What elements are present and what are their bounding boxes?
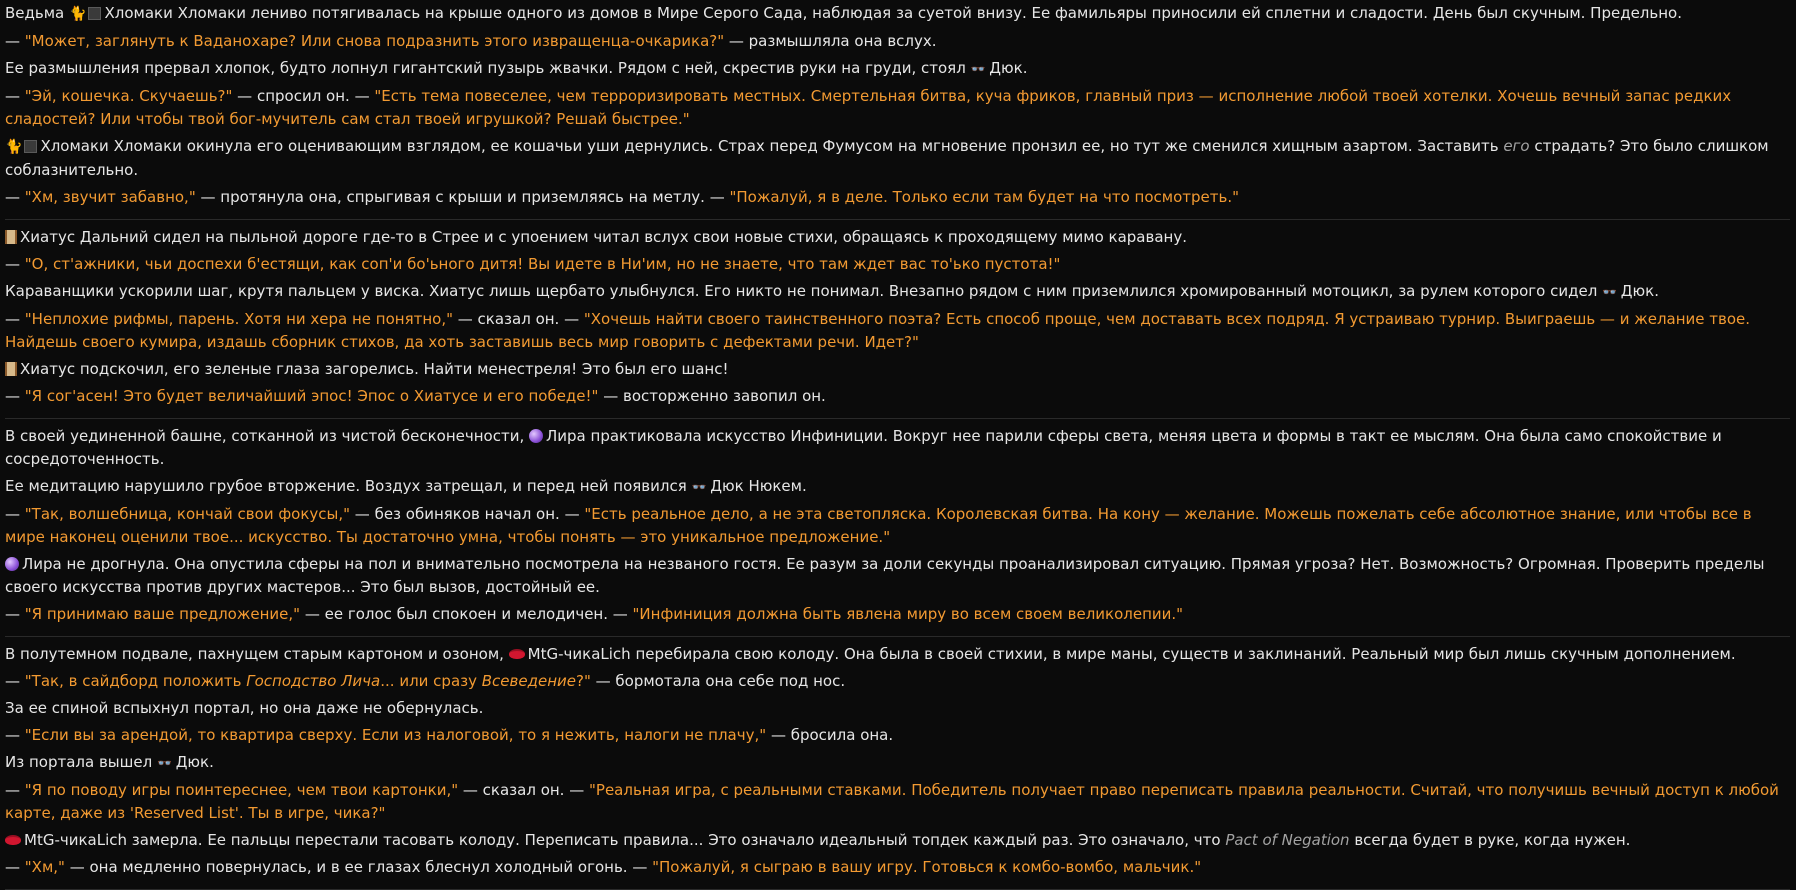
quote: "Есть реальное дело, а не эта светопляска. Королевская битва. На кону — желание. Можешь пожелать себе абсолютное знание, или чтобы все в мире наконец оценили твое... искусство. Ты достаточно умна, чтобы понять — это уникальное предложение.": [5, 505, 1752, 546]
dash: —: [5, 605, 25, 623]
dash: —: [5, 505, 25, 523]
character-name: MtG-чикаLich: [24, 831, 128, 849]
dash: —: [5, 188, 25, 206]
text: Ее размышления прервал хлопок, будто лопнул гигантский пузырь жвачки. Рядом с ней, скрестив руки на груди, стоял: [5, 59, 971, 77]
crystal-ball-icon: [529, 429, 543, 443]
text: Хломаки лениво потягивалась на крыше одного из домов в Мире Серого Сада, наблюдая за суетой внизу. Ее фамильяры приносили ей сплетни и сладости. День был скучным. Предельно.: [177, 4, 1682, 22]
text: Караванщики ускорили шаг, крутя пальцем у виска. Хиатус лишь щербато улыбнулся. Его никто не понимал. Внезапно рядом с ним приземлился хромированный мотоцикл, за рулем которого сидел: [5, 282, 1603, 300]
dash: —: [5, 672, 25, 690]
story-block-mtg: [5, 643, 1790, 884]
quote: "Если вы за арендой, то квартира сверху. Если из налоговой, то я нежить, налоги не плачу,": [24, 726, 767, 744]
cat-icon: 🐈: [5, 139, 23, 155]
character-name: Лира: [546, 427, 586, 445]
quote: "О, ст'ажники, чьи доспехи б'естящи, как соп'и бо'ьного дитя! Вы идете в Ни'им, но не знаете, что там ждет вас то'ько пустота!": [24, 255, 1061, 273]
character-name: Дюк.: [989, 59, 1028, 77]
quote: "Есть тема повеселее, чем терроризировать местных. Смертельная битва, куча фриков, главный приз — исполнение любой твоей хотелки. Хочешь вечный запас редких сладостей? Или чтобы твой бог-мучитель сам стал твоей игрушкой? Решай быстрее.": [5, 87, 1732, 128]
quote: "Так, в сайдборд положить: [24, 672, 247, 690]
text: страдать? Это было слишком соблазнительно.: [5, 137, 1769, 179]
square-icon: [24, 140, 37, 153]
character-name: Дюк.: [1620, 282, 1659, 300]
square-icon: [88, 7, 101, 20]
text: сидел на пыльной дороге где-то в Стрее и с упоением читал вслух свои новые стихи, обращаясь к проходящему мимо каравану.: [148, 228, 1187, 246]
story-paragraph: [5, 475, 1790, 499]
quote: "Я по поводу игры поинтереснее, чем твои картонки,": [24, 781, 459, 799]
scroll-icon: [5, 362, 17, 376]
text: В своей уединенной башне, сотканной из чистой бесконечности,: [5, 427, 529, 445]
dialogue-line: [5, 603, 1790, 626]
quote: "Так, волшебница, кончай свои фокусы,": [24, 505, 351, 523]
character-name: Лира: [22, 555, 62, 573]
story-paragraph: [5, 135, 1790, 182]
story-paragraph: [5, 2, 1790, 26]
text: замерла. Ее пальцы перестали тасовать колоду. Переписать правила... Это означало идеальный топдек каждый раз. Это означало, что: [127, 831, 1226, 849]
quote: "Хм,": [24, 858, 65, 876]
scroll-icon: [5, 230, 17, 244]
story-paragraph: [5, 697, 1790, 720]
text: подскочил, его зеленые глаза загорелись. Найти менестреля! Это был его шанс!: [75, 360, 729, 378]
text: Из портала вышел: [5, 753, 157, 771]
story-paragraph: [5, 226, 1790, 249]
text: — восторженно завопил он.: [598, 387, 826, 405]
dialogue-line: [5, 503, 1790, 549]
crystal-ball-icon: [5, 557, 19, 571]
dialogue-line: [5, 85, 1790, 131]
text: — протянула она, спрыгивая с крыши и приземляясь на метлу. —: [195, 188, 730, 206]
story-paragraph: [5, 358, 1790, 381]
text: практиковала искусство Инфиниции. Вокруг нее парили сферы света, меняя цвета и формы в такт ее мыслям. Она была само спокойствие и сосредоточенность.: [5, 427, 1722, 468]
character-name: Дюк.: [175, 753, 214, 771]
text: всегда будет в руке, когда нужен.: [1349, 831, 1631, 849]
story-paragraph: [5, 751, 1790, 775]
dialogue-line: [5, 253, 1790, 276]
text: — бормотала она себе под нос.: [590, 672, 846, 690]
text: — она медленно повернулась, и в ее глазах блеснул холодный огонь. —: [64, 858, 653, 876]
emphasis: его: [1503, 137, 1530, 155]
quote: "Я сог'асен! Это будет величайший эпос! Эпос о Хиатусе и его победе!": [24, 387, 599, 405]
text: — размышляла она вслух.: [724, 32, 937, 50]
glasses-icon: 👓: [691, 480, 706, 494]
lips-icon: [5, 835, 21, 845]
text: — сказал он. —: [458, 781, 589, 799]
dash: —: [5, 858, 25, 876]
character-name: MtG-чикаLich: [527, 645, 631, 663]
text: — сказал он. —: [453, 310, 584, 328]
dialogue-line: [5, 308, 1790, 354]
text: В полутемном подвале, пахнущем старым картоном и озоном,: [5, 645, 509, 663]
story-paragraph: [5, 553, 1790, 599]
character-name: Хломаки: [40, 137, 109, 155]
story-block-lira: [5, 425, 1790, 631]
quote: "Реальная игра, с реальными ставками. Победитель получает право переписать правила реальности. Считай, что получишь вечный доступ к любой карте, даже из 'Reserved List'. Ты в игре, чика?": [5, 781, 1779, 822]
text: Хломаки окинула его оценивающим взглядом, ее кошачьи уши дернулись. Страх перед Фумусом на мгновение пронзил ее, но тут же сменился хищным азартом. Заставить: [113, 137, 1504, 155]
emphasis: Господство Лича: [246, 672, 381, 690]
text: не дрогнула. Она опустила сферы на пол и внимательно посмотрела на незваного гостя. Ее разум за доли секунды проанализировал ситуацию. Прямая угроза? Нет. Возможность? Огромная. Проверить пределы своего искусства против других мастеров... Это был вызов, достойный ее.: [5, 555, 1765, 596]
dialogue-line: [5, 856, 1790, 879]
quote: "Пожалуй, я в деле. Только если там будет на что посмотреть.": [729, 188, 1239, 206]
text: — спросил он. —: [232, 87, 375, 105]
quote: "Инфиниция должна быть явлена миру во всем своем великолепии.": [632, 605, 1184, 623]
dialogue-line: [5, 779, 1790, 825]
story-paragraph: [5, 829, 1790, 852]
story-block-khlomaki: [5, 2, 1790, 214]
dialogue-line: [5, 385, 1790, 408]
lips-icon: [509, 649, 525, 659]
quote: ... или сразу: [380, 672, 482, 690]
story-block-khiatus: [5, 226, 1790, 413]
quote: "Может, заглянуть к Ваданохаре? Или снова подразнить этого извращенца-очкарика?": [24, 32, 725, 50]
dash: —: [5, 32, 25, 50]
dash: —: [5, 781, 25, 799]
text: перебирала свою колоду. Она была в своей стихии, в мире маны, существ и заклинаний. Реальный мир был лишь скучным дополнением.: [630, 645, 1736, 663]
text: — бросила она.: [766, 726, 894, 744]
text: За ее спиной вспыхнул портал, но она даже не обернулась.: [5, 699, 484, 717]
dialogue-line: [5, 30, 1790, 53]
dash: —: [5, 255, 25, 273]
emphasis: Pact of Negation: [1225, 831, 1350, 849]
divider: [5, 636, 1790, 637]
text: Ее медитацию нарушило грубое вторжение. Воздух затрещал, и перед ней появился: [5, 477, 692, 495]
dash: —: [5, 387, 25, 405]
dialogue-line: [5, 724, 1790, 747]
quote: "Неплохие рифмы, парень. Хотя ни хера не понятно,": [24, 310, 454, 328]
text: Ведьма: [5, 4, 65, 22]
quote: "Хм, звучит забавно,": [24, 188, 196, 206]
dialogue-line: [5, 670, 1790, 693]
emphasis: Всеведение: [481, 672, 576, 690]
text: — без обиняков начал он. —: [350, 505, 585, 523]
glasses-icon: 👓: [156, 756, 171, 770]
glasses-icon: 👓: [970, 62, 985, 76]
quote: "Хочешь найти своего таинственного поэта? Есть способ проще, чем доставать всех подряд. Я устраиваю турнир. Выиграешь — и желание твое. Найдешь своего кумира, издашь сборник стихов, да хоть заставишь весь мир говорить с дефектами речи. Идет?": [5, 310, 1751, 351]
character-name: Хиатус Дальний: [20, 228, 149, 246]
story-paragraph: [5, 280, 1790, 304]
dash: —: [5, 310, 25, 328]
quote: ?": [575, 672, 591, 690]
quote: "Эй, кошечка. Скучаешь?": [24, 87, 233, 105]
glasses-icon: 👓: [1602, 285, 1617, 299]
character-name: Хломаки: [104, 4, 173, 22]
character-name: Дюк Нюкем.: [710, 477, 807, 495]
dash: —: [5, 726, 25, 744]
divider: [5, 418, 1790, 419]
quote: "Пожалуй, я сыграю в вашу игру. Готовься к комбо-вомбо, мальчик.": [652, 858, 1202, 876]
dash: —: [5, 87, 25, 105]
text: — ее голос был спокоен и мелодичен. —: [300, 605, 633, 623]
quote: "Я принимаю ваше предложение,": [24, 605, 301, 623]
story-paragraph: [5, 425, 1790, 471]
cat-icon: 🐈: [69, 6, 87, 22]
story-paragraph: [5, 643, 1790, 666]
dialogue-line: [5, 186, 1790, 209]
character-name: Хиатус: [20, 360, 76, 378]
story-paragraph: [5, 57, 1790, 81]
divider: [5, 219, 1790, 220]
